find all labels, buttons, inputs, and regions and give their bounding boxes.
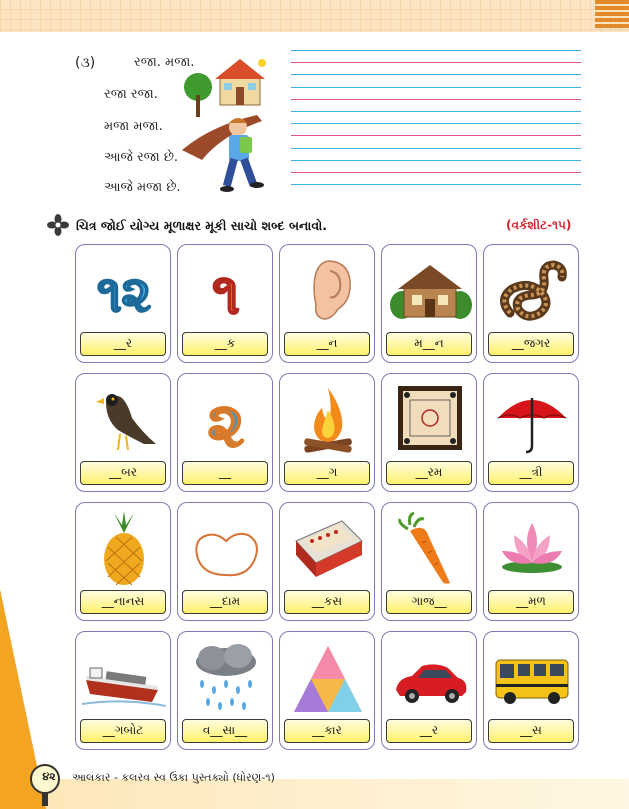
answer-box[interactable]: __રમ	[386, 461, 472, 485]
svg-text:૨: ૨	[207, 388, 245, 458]
word-card-11	[75, 502, 171, 621]
car-icon	[388, 640, 472, 716]
word-card-17	[177, 631, 273, 750]
word-card-4	[381, 244, 477, 363]
answer-box[interactable]: __બર	[80, 461, 166, 485]
answer-box[interactable]: __નાનસ	[80, 590, 166, 614]
poem-line-3: મજા મજા.	[104, 119, 163, 134]
almond-outline-icon	[184, 511, 268, 587]
answer-box[interactable]: __કસ	[284, 590, 370, 614]
answer-box[interactable]: __ન	[284, 332, 370, 356]
word-card-12	[177, 502, 273, 621]
book-title: આલંકાર - કલરવ સ્વ ઉકા પુસ્તક્યો (ધોરણ-૧)	[72, 771, 275, 784]
word-card-18	[279, 631, 375, 750]
python-snake-icon	[490, 253, 574, 329]
exercise-number: (૩)	[75, 55, 96, 71]
two-digit-icon	[184, 382, 268, 458]
word-card-10	[483, 373, 579, 492]
poem-line-5: આજે મજા છે.	[104, 180, 181, 195]
rain-cloud-icon	[184, 640, 268, 716]
poem-line-2: રજા રજા.	[104, 87, 158, 102]
ship-icon	[82, 640, 166, 716]
poem-line-1: રજા. મજા.	[134, 55, 195, 70]
myna-bird-icon	[82, 382, 166, 458]
word-card-20	[483, 631, 579, 750]
svg-text:૧: ૧	[212, 262, 240, 327]
flower-bullet-icon	[47, 214, 69, 236]
answer-box[interactable]: __મળ	[488, 590, 574, 614]
word-card-8	[279, 373, 375, 492]
lotus-icon	[490, 511, 574, 587]
word-card-13	[279, 502, 375, 621]
answer-box[interactable]: __	[182, 461, 268, 485]
answer-box[interactable]: __ર	[80, 332, 166, 356]
poem-line-4: આજે રજા છે.	[104, 150, 179, 165]
exercise-instruction: ચિત્ર જોઈ યોગ્ય મૂળાક્ષર મૂકી સાચો શબ્દ બનાવો.	[76, 218, 328, 233]
word-card-9	[381, 373, 477, 492]
bus-icon	[490, 640, 574, 716]
answer-box[interactable]: __જગર	[488, 332, 574, 356]
answer-box[interactable]: __ગબોટ	[80, 719, 166, 743]
word-card-15	[483, 502, 579, 621]
answer-box[interactable]: વ__સા__	[182, 719, 268, 743]
word-card-16	[75, 631, 171, 750]
word-card-6	[75, 373, 171, 492]
answer-box[interactable]: __કાર	[284, 719, 370, 743]
twelve-digits-icon	[82, 253, 166, 329]
answer-box[interactable]: __ત્રી	[488, 461, 574, 485]
word-card-7	[177, 373, 273, 492]
answer-box[interactable]: ગાજ__	[386, 590, 472, 614]
carrom-board-icon	[388, 382, 472, 458]
word-card-5	[483, 244, 579, 363]
answer-box[interactable]: __દામ	[182, 590, 268, 614]
ear-icon	[286, 253, 370, 329]
word-card-14	[381, 502, 477, 621]
answer-box[interactable]: __ક	[182, 332, 268, 356]
word-card-1	[75, 244, 171, 363]
answer-box[interactable]: મ__ન	[386, 332, 472, 356]
answer-box[interactable]: __ર	[386, 719, 472, 743]
word-card-3	[279, 244, 375, 363]
umbrella-icon	[490, 382, 574, 458]
corner-stripes-decoration	[595, 0, 629, 30]
writing-lines[interactable]	[291, 50, 581, 196]
boy-going-home-illustration	[182, 55, 277, 200]
carrot-icon	[388, 511, 472, 587]
word-card-2	[177, 244, 273, 363]
one-digit-icon	[184, 253, 268, 329]
house-icon	[388, 253, 472, 329]
triangle-icon	[286, 640, 370, 716]
svg-text:૧૨: ૧૨	[97, 265, 151, 323]
page-number: ૪૨	[42, 770, 56, 783]
page-header-band	[0, 0, 629, 32]
pineapple-icon	[82, 511, 166, 587]
answer-box[interactable]: __સ	[488, 719, 574, 743]
matchbox-icon	[286, 511, 370, 587]
campfire-icon	[286, 382, 370, 458]
worksheet-tag: (વર્કશીટ-૧૫)	[506, 218, 572, 232]
answer-box[interactable]: __ગ	[284, 461, 370, 485]
word-card-19	[381, 631, 477, 750]
